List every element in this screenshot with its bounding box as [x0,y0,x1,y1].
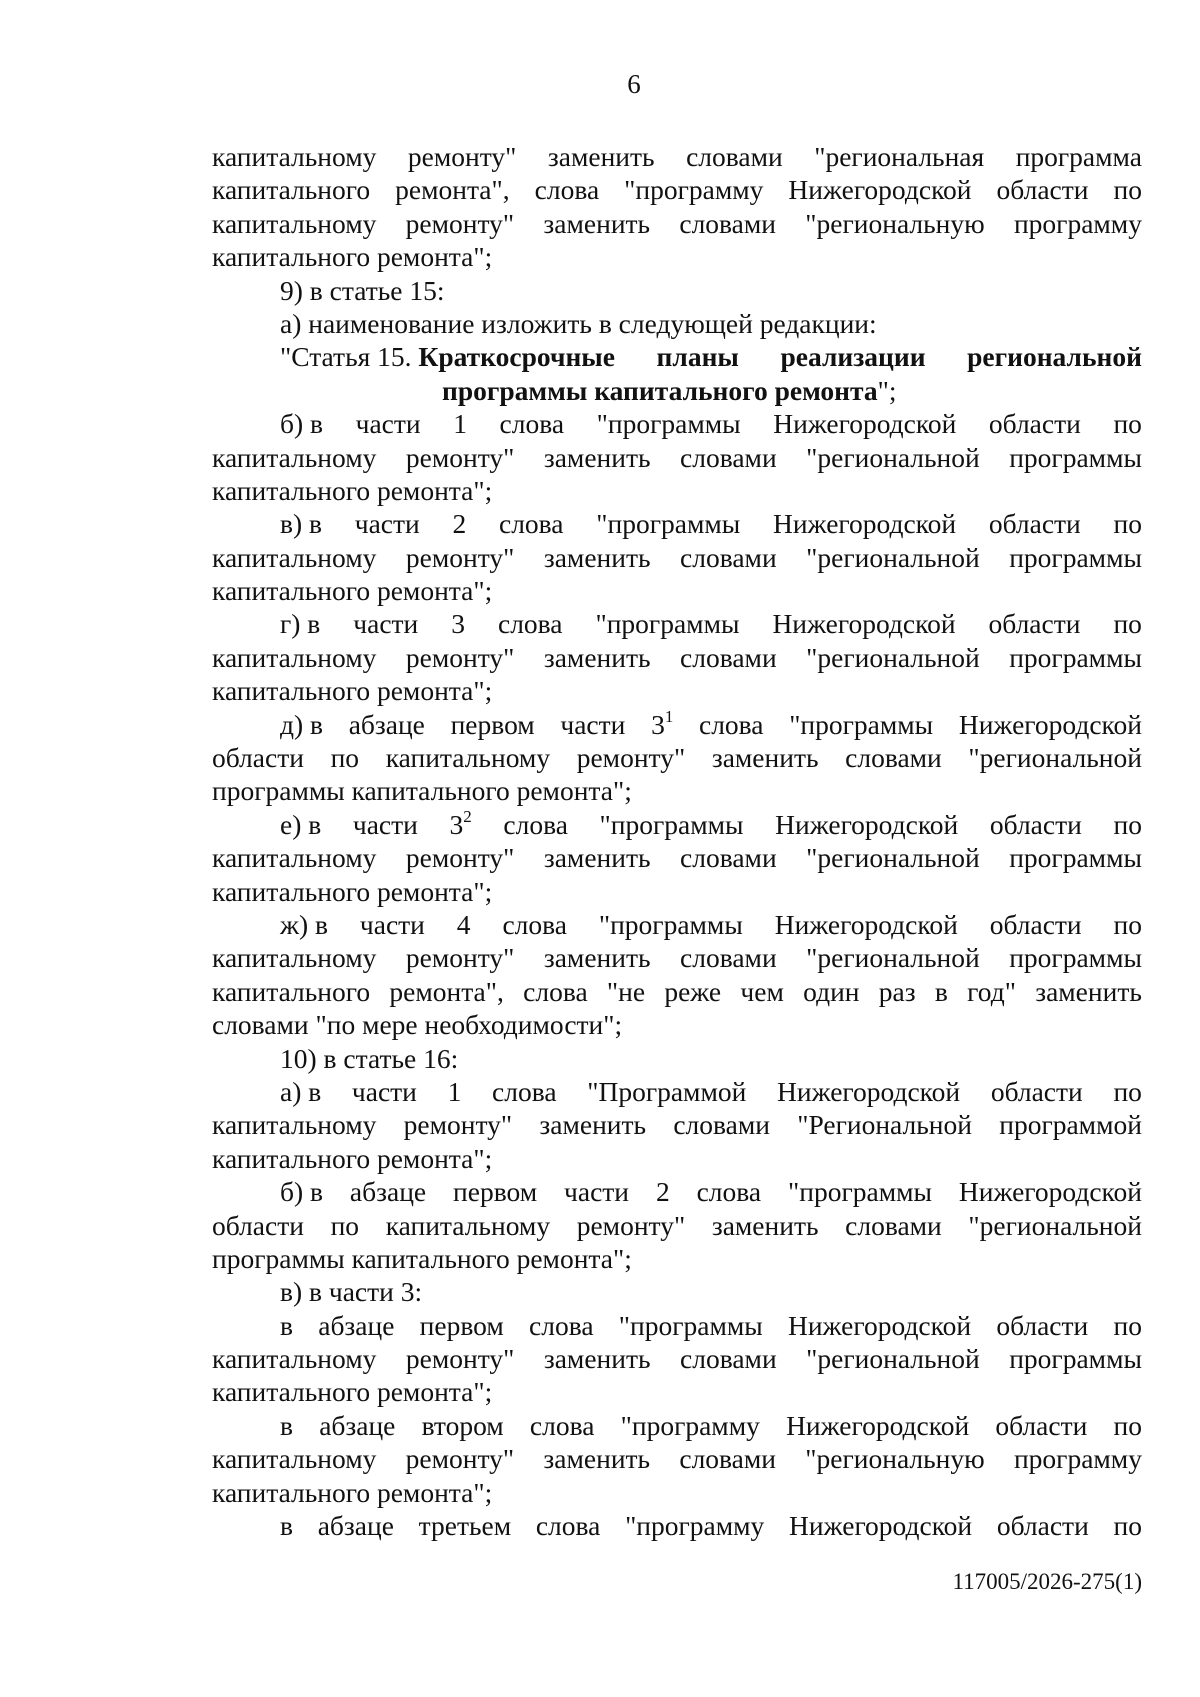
word: капитальному [385,742,551,774]
word: капитальному [212,1109,377,1141]
part-number [450,808,472,841]
text-line: капитального ремонта"; [212,474,493,506]
word: Нижегородской [777,1075,961,1107]
word: Нижегородской [958,708,1142,740]
word: один [803,975,860,1007]
part-number-base: 3 [651,708,665,740]
word: заменить [543,207,651,239]
clause-9: 9) в статье 15: [280,274,445,306]
word: области [988,408,1081,440]
text-line: капитального ремонта"; [212,1376,493,1408]
word: "региональная [814,141,985,172]
word: словами [673,1109,770,1141]
text-line [212,507,1142,540]
text-line [212,941,1142,974]
sub-clause-a: а) наименование изложить в следующей редакции: [280,307,877,339]
word: Нижегородской [774,908,958,940]
word: в [280,1409,293,1441]
word: "региональную [805,1443,985,1475]
word: в [280,1309,293,1341]
word: программы [1009,641,1142,673]
article-prefix: "Статья 15. [280,341,412,373]
word: капитальному [212,541,377,573]
word: по [1113,808,1142,840]
word: "региональной [806,441,980,473]
clause-10: 10) в статье 16: [280,1042,459,1074]
word: слова [503,808,568,840]
text-line [212,1309,1142,1342]
word: программа [1015,141,1142,172]
article-title-bold-2: программы капитального ремонта [442,374,878,406]
article-heading-line-1 [212,340,1142,373]
word: по [1113,174,1142,206]
word: ремонту" [405,1443,515,1475]
word: ремонта", [389,975,504,1007]
word: заменить [539,1109,647,1141]
text-line [212,1175,1142,1208]
word: словами [680,1343,777,1375]
text-line: капитального ремонта"; [212,875,493,907]
word: заменить [543,842,651,874]
word: втором [421,1409,504,1441]
word: первом [450,708,535,740]
word: области [990,1075,1083,1107]
word: части [355,408,421,440]
word: третьем [418,1510,512,1542]
word: словами [680,541,777,573]
text-line: программы капитального ремонта"; [212,775,632,807]
word: б) в [280,1176,324,1208]
word: капитальному [212,641,377,673]
article-title-bold [418,340,1142,373]
word: области [212,742,304,774]
word: реализации [780,341,926,373]
word: словами [680,842,777,874]
word: "программы [788,1176,932,1208]
word: заменить [547,141,655,172]
word: словами [845,742,942,774]
word: "программу [625,1510,765,1542]
word: словами [679,1443,777,1475]
word: 1 [453,408,467,440]
text-line [212,1442,1142,1475]
word: абзаце [318,1309,395,1341]
word: слова [523,975,588,1007]
word: словами [686,141,783,172]
text-line [212,1209,1142,1242]
word: области [988,508,1081,540]
word: области [212,1209,304,1241]
word: Нижегородской [787,1309,972,1341]
word: по [330,1209,360,1241]
word: ремонта", [395,174,510,206]
word: в) в [280,508,323,540]
word: словами [845,1209,942,1241]
word: заменить [543,1443,651,1475]
word: "программу [620,1409,760,1441]
word: "программы [596,408,741,440]
word: капитальному [212,441,377,473]
word: "региональной [968,1209,1142,1241]
word: а) в [280,1075,322,1107]
word: заменить [543,441,651,473]
word: слова [497,608,563,640]
word: "региональной [806,641,980,673]
text-line [212,407,1142,440]
word: б) в [280,408,324,440]
word: слова [499,408,565,440]
word: области [996,1510,1089,1542]
word: 2 [655,1176,670,1208]
word: ремонту" [405,441,515,473]
text-line: капитального ремонта"; [212,241,493,273]
word: слова [492,1075,557,1107]
word: по [1113,1510,1142,1542]
word: "региональную [805,207,985,239]
word: чем [740,975,784,1007]
word: области [995,1409,1088,1441]
word: ремонту" [405,1343,515,1375]
word: заменить [711,742,819,774]
word: Нижегородской [786,1409,970,1441]
text-line [212,541,1142,574]
word: ремонту" [405,942,515,974]
word: в [934,975,948,1007]
word: Нижегородской [958,1176,1142,1208]
word: абзаце [349,1176,427,1208]
word: 3 [451,608,465,640]
word: е) в [280,808,322,840]
word: слова [699,708,764,740]
word: словами [680,441,777,473]
word: в [280,1510,293,1542]
sub-clause-v: в) в части 3: [280,1276,423,1308]
word: словами [680,942,777,974]
word: капитальному [212,842,377,874]
part-number-superscript: 2 [463,806,472,826]
part-number-superscript: 1 [664,706,674,726]
part-number-base: 3 [449,808,464,840]
word: части [359,908,425,940]
article-title-tail: "; [877,374,897,406]
word: части [351,1075,417,1107]
word: "региональной [806,1343,980,1375]
word: по [1113,408,1142,440]
word: словами [679,207,777,239]
word: словами [680,641,777,673]
word: области [989,908,1082,940]
text-line [212,607,1142,640]
word: части [560,708,626,740]
word: планы [656,341,739,373]
word: капитальному [212,207,377,239]
word: программы [1009,1343,1142,1375]
text-line [212,207,1142,240]
word: Нижегородской [789,1510,973,1542]
word: по [1113,608,1142,640]
text-line [212,841,1142,874]
word: части [352,808,418,840]
text-line: капитального ремонта"; [212,675,493,707]
word: слова [502,908,567,940]
word: Нижегородской [773,408,957,440]
word: капитальному [212,1343,377,1375]
document-body [212,140,1142,1542]
word: по [1113,908,1142,940]
text-line [212,1409,1142,1442]
word: капитальному [385,1209,551,1241]
word: программы [1009,441,1142,473]
text-line [212,1509,1142,1542]
text-line [212,641,1142,674]
word: д) в [280,708,324,740]
word: ремонту" [405,207,515,239]
word: "не [606,975,646,1007]
word: области [989,808,1082,840]
word: Нижегородской [775,808,959,840]
word: реже [664,975,722,1007]
word: "программы [789,708,934,740]
word: области [996,1309,1089,1341]
word: абзаце [317,1510,394,1542]
text-line: капитального ремонта"; [212,1476,493,1508]
word: "региональной [806,842,980,874]
text-line: словами "по мере необходимости"; [212,1009,623,1041]
word: ремонту" [407,141,517,172]
word: г) в [280,608,321,640]
word: абзаце [348,708,425,740]
word: программу [1013,1443,1142,1475]
word: слова [529,1409,595,1441]
text-line [212,140,1142,173]
word: заменить [543,942,651,974]
word: области [988,608,1081,640]
text-line: капитального ремонта"; [212,1142,493,1174]
word: ремонту" [405,842,515,874]
word: "программы [598,908,743,940]
word: Нижегородской [772,608,956,640]
text-line [212,1342,1142,1375]
word: по [1113,508,1142,540]
word: 4 [456,908,471,940]
word: первом [453,1176,538,1208]
word: ремонту" [405,641,515,673]
word: ремонту" [576,742,686,774]
word: программы [1009,942,1142,974]
word: Краткосрочные [418,341,615,373]
word: 1 [447,1075,462,1107]
word: "программы [618,1309,763,1341]
text-line [212,1075,1142,1108]
word: заменить [543,641,651,673]
word: части [564,1176,630,1208]
word: слова [529,1309,594,1341]
text-line [212,441,1142,474]
word: ремонту" [405,541,515,573]
text-line: программы капитального ремонта"; [212,1242,632,1274]
word: программой [999,1109,1142,1141]
word: капитальному [212,1443,377,1475]
part-number [651,708,673,741]
word: раз [878,975,916,1007]
word: программу [1013,207,1142,239]
text-line [212,975,1142,1008]
text-line [212,173,1142,206]
word: ремонту" [403,1109,513,1141]
word: первом [419,1309,504,1341]
text-line: капитального ремонта"; [212,575,493,607]
word: "региональной [806,942,980,974]
word: программы [1009,842,1142,874]
word: "программу [624,174,764,206]
word: региональной [967,341,1142,373]
word: слова [499,508,564,540]
word: по [330,742,360,774]
text-line-with-superscript [212,708,1142,741]
word: по [1113,1309,1142,1341]
article-heading-line-2 [212,374,1142,407]
word: части [354,508,420,540]
word: капитального [212,174,371,206]
word: "Региональной [797,1109,972,1141]
word: части [353,608,419,640]
word: по [1113,1075,1142,1107]
word: "программы [595,608,740,640]
word: "региональной [806,541,980,573]
word: заменить [543,1343,651,1375]
page-number: 6 [627,69,641,99]
text-line [212,1108,1142,1141]
text-line-with-superscript [212,808,1142,841]
word: "программы [599,808,744,840]
word: по [1113,1409,1142,1441]
word: области [996,174,1089,206]
word: капитальному [212,141,377,172]
word: заменить [543,541,651,573]
word: год" [967,975,1016,1007]
word: "программы [596,508,741,540]
word: 2 [452,508,467,540]
word: капитального [212,975,371,1007]
word: Нижегородской [772,508,957,540]
text-line [212,908,1142,941]
word: "Программой [587,1075,747,1107]
document-code: 117005/2026-275(1) [952,1569,1142,1594]
word: ж) в [280,908,329,940]
word: абзаце [319,1409,396,1441]
word: слова [696,1176,762,1208]
word: заменить [711,1209,819,1241]
word: капитальному [212,942,377,974]
word: Нижегородской [788,174,972,206]
word: ремонту" [576,1209,686,1241]
word: слова [534,174,600,206]
text-line [212,741,1142,774]
word: программы [1009,541,1142,573]
word: заменить [1035,975,1142,1007]
word: "региональной [968,742,1142,774]
word: слова [535,1510,601,1542]
